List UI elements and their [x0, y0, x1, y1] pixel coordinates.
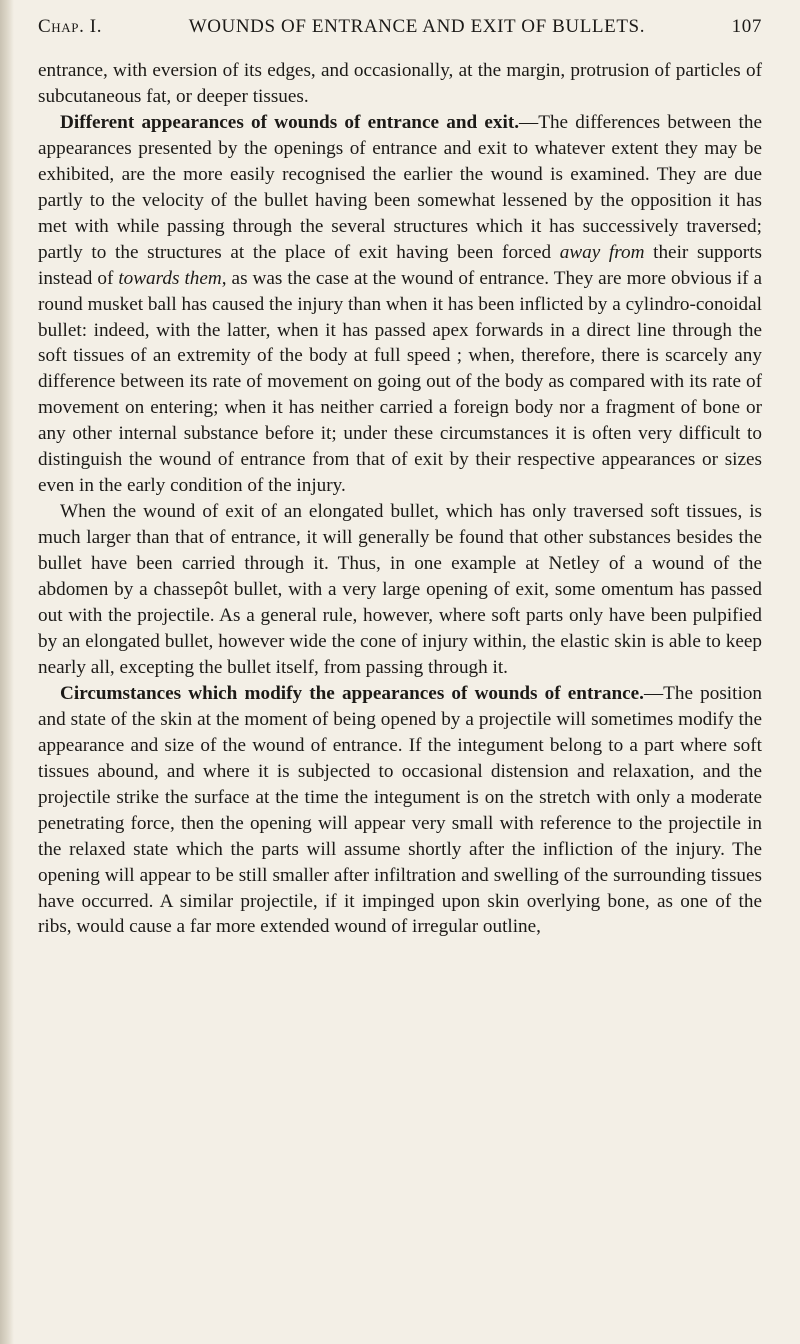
- binding-edge: [0, 0, 14, 1344]
- sidehead-entrance-exit: Different appearances of wounds of entrance and exit.: [60, 111, 520, 133]
- book-page: [28, 16, 762, 940]
- paragraph-2-text: , as was the case at the wound of entrance. They are more obvious if a round musket ball has caused the injury than when it has been inflicted by a cylindro-conoidal bullet: indeed, with the latter, when it has passed apex forwards in a direct line through the soft tissues of an extremity of the body at full speed ; when, therefore, there is scarcely any difference between its rate of movement on going out of the body as compared with its rate of movement on entering; when it has neither carried a foreign body nor a fragment of bone or any other internal substance before it; under these circumstances it is often very difficult to distinguish the wound of entrance from that of exit by their respective appearances or sizes even in the early condition of the injury.: [38, 267, 762, 497]
- running-head: [38, 16, 762, 46]
- page-number: 107: [731, 16, 762, 37]
- paragraph-1-text: entrance, with eversion of its edges, and occasionally, at the margin, protrusion of particles of subcutaneous fat, or deeper tissues.: [38, 60, 762, 107]
- body-text: [38, 58, 762, 940]
- paragraph-2-text: their supports instead of: [38, 241, 762, 289]
- emphasis-towards-them: towards them: [118, 267, 222, 289]
- paragraph-2-text: —The differences between the appearances presented by the openings of entrance and exit to whatever extent they may be exhibited, are the more easily recognised the earlier the wound is examined. They are due partly to the velocity of the bullet having been somewhat lessened by the opposition it has met with while passing through the several structures which it has successively traversed; partly to the structures at the place of exit having been forced: [38, 111, 762, 263]
- paragraph-3-text: When the wound of exit of an elongated bullet, which has only traversed soft tissues, is much larger than that of entrance, it will generally be found that other substances besides the bullet have been carried through it. Thus, in one example at Netley of a wound of the abdomen by a chassepôt bullet, with a very large opening of exit, some omentum has passed out with the projectile. As a general rule, however, where soft parts only have been pulpified by an elongated bullet, however wide the cone of injury within, the elastic skin is able to keep nearly all, excepting the bullet itself, from passing through it.: [38, 501, 762, 678]
- running-title: WOUNDS OF ENTRANCE AND EXIT OF BULLETS.: [188, 16, 646, 37]
- paragraph-4: [38, 681, 762, 941]
- chapter-label: Chap. I.: [38, 16, 103, 37]
- paragraph-4-text: —The position and state of the skin at the moment of being opened by a projectile will sometimes modify the appearance and size of the wound of entrance. If the integument belong to a part where soft tissues abound, and where it is subjected to occasional distension and relaxation, and the projectile strike the surface at the time the integument is on the stretch with only a moderate penetrating force, then the opening will appear very small with reference to the projectile in the relaxed state which the parts will assume shortly after the infliction of the injury. The opening will appear to be still smaller after infiltration and swelling of the surrounding tissues have occurred. A similar projectile, if it impinged upon skin overlying bone, as one of the ribs, would cause a far more extended wound of irregular outline,: [38, 682, 762, 938]
- sidehead-modifying-circumstances: Circumstances which modify the appearances of wounds of entrance.: [60, 682, 644, 704]
- paragraph-2: [38, 110, 762, 499]
- emphasis-away-from: away from: [559, 241, 645, 263]
- paragraph-1: [38, 58, 762, 110]
- paragraph-3: [38, 499, 762, 681]
